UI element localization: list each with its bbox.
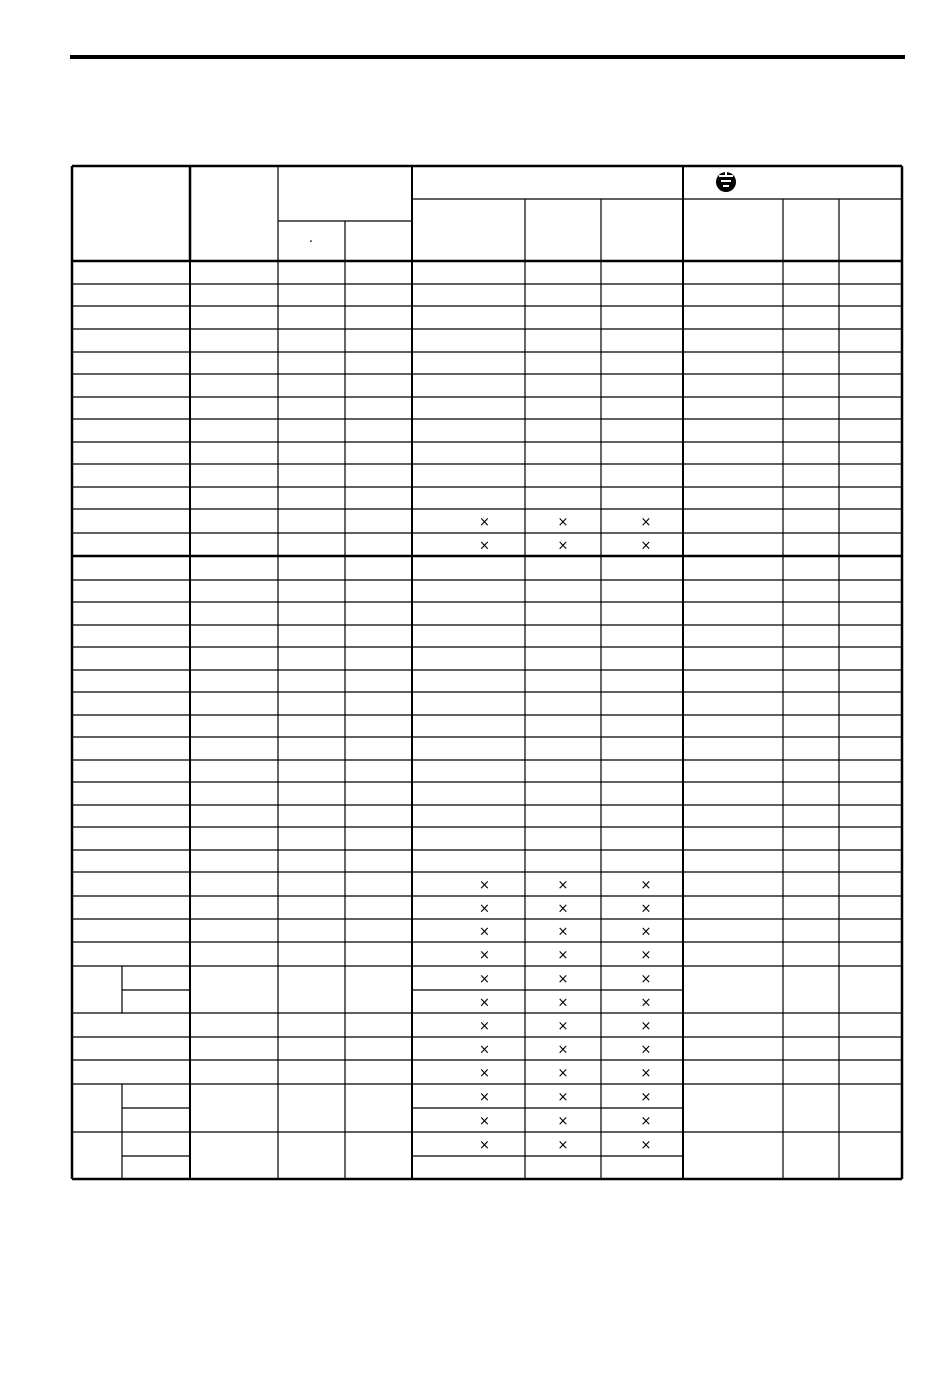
cross-mark: × xyxy=(640,948,652,963)
cross-mark: × xyxy=(479,515,490,530)
cross-mark: × xyxy=(557,1066,569,1081)
cross-mark: × xyxy=(479,1138,490,1153)
cross-mark: × xyxy=(557,1090,569,1105)
cross-mark: × xyxy=(640,995,652,1011)
cross-mark: × xyxy=(640,515,652,530)
cross-mark: × xyxy=(479,1114,490,1129)
cross-mark: × xyxy=(557,972,569,987)
cross-mark: × xyxy=(640,1066,652,1081)
cross-mark: × xyxy=(640,972,652,987)
cross-mark: × xyxy=(640,924,652,940)
cross-mark: × xyxy=(479,924,490,940)
cross-mark: × xyxy=(557,948,569,963)
cross-mark: × xyxy=(557,995,569,1011)
cross-mark: × xyxy=(640,1042,652,1058)
cross-mark: × xyxy=(557,1138,569,1153)
cross-mark: × xyxy=(479,538,490,554)
cross-mark: × xyxy=(557,1042,569,1058)
cross-mark: × xyxy=(479,878,490,893)
table-marks xyxy=(309,172,736,1153)
cross-mark: × xyxy=(640,1090,652,1105)
cross-mark: × xyxy=(640,1019,652,1034)
cross-mark: × xyxy=(479,1066,490,1081)
cross-mark: × xyxy=(479,948,490,963)
header-center-dot: · xyxy=(308,235,314,250)
cross-mark: × xyxy=(557,901,569,917)
cross-mark: × xyxy=(479,995,490,1011)
cross-mark: × xyxy=(640,1138,652,1153)
cross-mark: × xyxy=(479,972,490,987)
cross-mark: × xyxy=(479,1090,490,1105)
cross-mark: × xyxy=(640,1114,652,1129)
cross-mark: × xyxy=(557,515,569,530)
cross-mark: × xyxy=(479,1042,490,1058)
cross-mark: × xyxy=(640,878,652,893)
cross-mark: × xyxy=(479,1019,490,1034)
ground-terminal-icon xyxy=(716,172,736,192)
cross-mark: × xyxy=(557,538,569,554)
cross-mark: × xyxy=(640,901,652,917)
cross-mark: × xyxy=(479,901,490,917)
cross-mark: × xyxy=(557,924,569,940)
cross-mark: × xyxy=(557,878,569,893)
cross-mark: × xyxy=(640,538,652,554)
cross-mark: × xyxy=(557,1019,569,1034)
cross-mark: × xyxy=(557,1114,569,1129)
